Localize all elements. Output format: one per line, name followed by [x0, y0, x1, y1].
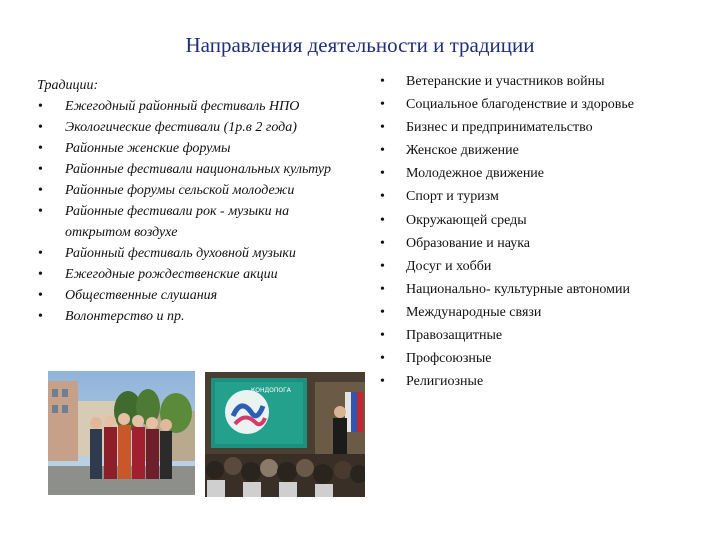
traditions-item: • Экологические фестивали (1р.в 2 года)	[37, 117, 347, 138]
directions-item: • Бизнес и предпринимательство	[380, 116, 700, 139]
traditions-heading: Традиции:	[37, 78, 99, 93]
directions-item: • Правозащитные	[380, 324, 700, 347]
directions-item: • Спорт и туризм	[380, 185, 700, 208]
photo-festival-group	[48, 371, 195, 495]
conference-photo-image	[205, 372, 365, 497]
directions-item: • Ветеранские и участников войны	[380, 70, 700, 93]
photo-conference-hall	[205, 372, 365, 497]
directions-item: • Окружающей среды	[380, 209, 700, 232]
directions-item: • Профсоюзные	[380, 347, 700, 370]
slide-title: Направления деятельности и традиции	[185, 33, 535, 57]
directions-item: • Национально- культурные автономии	[380, 278, 700, 301]
directions-section	[380, 70, 700, 393]
traditions-item: • Общественные слушания	[37, 285, 347, 306]
traditions-item: • Районные фестивали национальных культур	[37, 159, 347, 180]
traditions-item: • Волонтерство и пр.	[37, 306, 347, 327]
directions-item: • Женское движение	[380, 139, 700, 162]
traditions-item: • Районные женские форумы	[37, 138, 347, 159]
traditions-list	[37, 96, 347, 327]
traditions-item: • Ежегодный районный фестиваль НПО	[37, 96, 347, 117]
screen-caption: КОНДОПОГА	[251, 387, 291, 394]
traditions-item: • Районные фестивали рок - музыки на открытом воздухе	[37, 201, 347, 243]
festival-photo-image	[48, 371, 195, 495]
directions-item: • Социальное благоденствие и здоровье	[380, 93, 700, 116]
directions-item: • Религиозные	[380, 370, 700, 393]
traditions-item: • Районные форумы сельской молодежи	[37, 180, 347, 201]
traditions-item: • Районный фестиваль духовной музыки	[37, 243, 347, 264]
traditions-item: • Ежегодные рождественские акции	[37, 264, 347, 285]
traditions-section	[37, 76, 347, 327]
directions-item: • Молодежное движение	[380, 162, 700, 185]
directions-item: • Досуг и хобби	[380, 255, 700, 278]
directions-list	[380, 70, 700, 393]
directions-item: • Образование и наука	[380, 232, 700, 255]
directions-item: • Международные связи	[380, 301, 700, 324]
